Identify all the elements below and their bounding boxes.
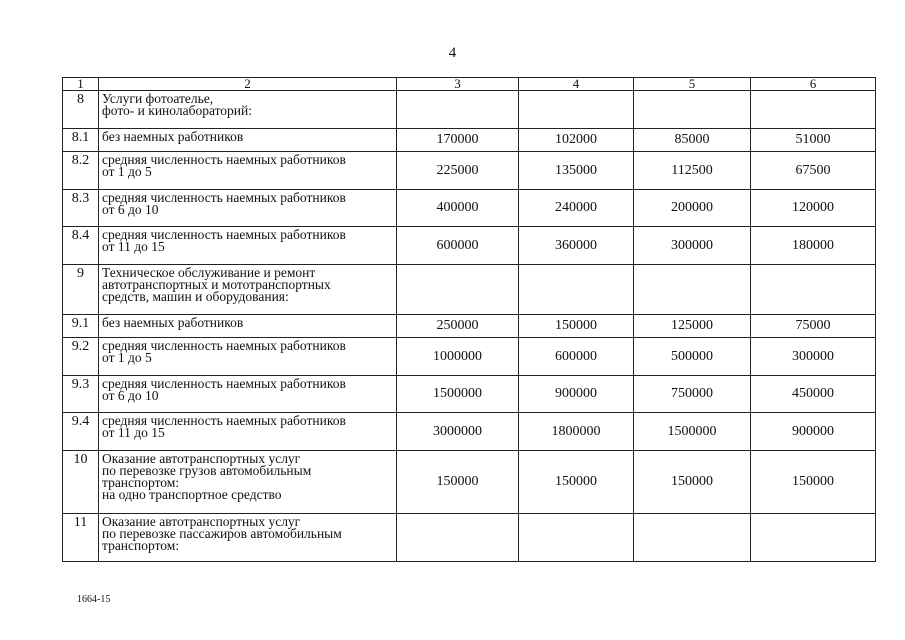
row-number: 9 (63, 265, 99, 315)
row-description: Оказание автотранспортных услуг по перевозке пассажиров автомобильным транспортом: (99, 514, 397, 562)
row-description: без наемных работников (99, 129, 397, 152)
value-col-6 (751, 91, 876, 129)
value-col-4 (519, 265, 634, 315)
value-col-3: 225000 (397, 152, 519, 190)
value-col-3 (397, 514, 519, 562)
column-header: 2 (99, 78, 397, 91)
table-row (63, 338, 876, 376)
value-col-4: 360000 (519, 227, 634, 265)
row-description: средняя численность наемных работников от 6 до 10 (99, 190, 397, 227)
value-col-5: 750000 (634, 376, 751, 413)
value-col-3: 600000 (397, 227, 519, 265)
row-description: Техническое обслуживание и ремонт автотранспортных и мототранспортных средств, машин и оборудования: (99, 265, 397, 315)
document-code: 1664-15 (77, 594, 111, 605)
row-number: 9.4 (63, 413, 99, 451)
value-col-5: 85000 (634, 129, 751, 152)
row-number: 8.2 (63, 152, 99, 190)
value-col-3: 3000000 (397, 413, 519, 451)
row-description: средняя численность наемных работников от 11 до 15 (99, 413, 397, 451)
value-col-5 (634, 265, 751, 315)
row-number: 11 (63, 514, 99, 562)
row-number: 9.3 (63, 376, 99, 413)
row-number: 9.2 (63, 338, 99, 376)
value-col-6: 120000 (751, 190, 876, 227)
row-description: без наемных работников (99, 315, 397, 338)
table-row (63, 514, 876, 562)
row-number: 9.1 (63, 315, 99, 338)
value-col-5 (634, 91, 751, 129)
column-header: 6 (751, 78, 876, 91)
value-col-5 (634, 514, 751, 562)
table-row (63, 265, 876, 315)
value-col-5: 1500000 (634, 413, 751, 451)
value-col-5: 150000 (634, 451, 751, 514)
value-col-3: 1000000 (397, 338, 519, 376)
table-row (63, 152, 876, 190)
value-col-3: 400000 (397, 190, 519, 227)
value-col-6: 150000 (751, 451, 876, 514)
column-header: 5 (634, 78, 751, 91)
value-col-4: 150000 (519, 451, 634, 514)
value-col-5: 500000 (634, 338, 751, 376)
value-col-5: 112500 (634, 152, 751, 190)
row-description: Оказание автотранспортных услуг по перевозке грузов автомобильным транспортом: на одно транспортное средство (99, 451, 397, 514)
value-col-4: 150000 (519, 315, 634, 338)
row-number: 8 (63, 91, 99, 129)
value-col-3: 170000 (397, 129, 519, 152)
row-number: 8.4 (63, 227, 99, 265)
table-row (63, 227, 876, 265)
value-col-4 (519, 91, 634, 129)
row-description: средняя численность наемных работников от 11 до 15 (99, 227, 397, 265)
value-col-6: 300000 (751, 338, 876, 376)
table-row (63, 129, 876, 152)
value-col-5: 300000 (634, 227, 751, 265)
row-description: средняя численность наемных работников от 1 до 5 (99, 152, 397, 190)
value-col-3: 250000 (397, 315, 519, 338)
value-col-6: 180000 (751, 227, 876, 265)
value-col-6 (751, 265, 876, 315)
value-col-3 (397, 265, 519, 315)
value-col-4: 600000 (519, 338, 634, 376)
value-col-5: 125000 (634, 315, 751, 338)
row-description: средняя численность наемных работников от 1 до 5 (99, 338, 397, 376)
column-header: 4 (519, 78, 634, 91)
table-row (63, 91, 876, 129)
value-col-4: 135000 (519, 152, 634, 190)
table-row (63, 376, 876, 413)
value-col-6: 450000 (751, 376, 876, 413)
table-row (63, 315, 876, 338)
column-header: 3 (397, 78, 519, 91)
column-header: 1 (63, 78, 99, 91)
value-col-4: 900000 (519, 376, 634, 413)
row-number: 10 (63, 451, 99, 514)
value-col-6: 75000 (751, 315, 876, 338)
row-number: 8.1 (63, 129, 99, 152)
row-description: средняя численность наемных работников от 6 до 10 (99, 376, 397, 413)
value-col-4: 1800000 (519, 413, 634, 451)
rates-table (62, 77, 876, 562)
value-col-3: 1500000 (397, 376, 519, 413)
value-col-6: 900000 (751, 413, 876, 451)
value-col-3 (397, 91, 519, 129)
value-col-6: 67500 (751, 152, 876, 190)
table-row (63, 413, 876, 451)
row-description: Услуги фотоателье, фото- и кинолабораторий: (99, 91, 397, 129)
table-row (63, 451, 876, 514)
value-col-3: 150000 (397, 451, 519, 514)
value-col-5: 200000 (634, 190, 751, 227)
value-col-6 (751, 514, 876, 562)
value-col-6: 51000 (751, 129, 876, 152)
value-col-4: 102000 (519, 129, 634, 152)
row-number: 8.3 (63, 190, 99, 227)
value-col-4 (519, 514, 634, 562)
page-number: 4 (448, 45, 457, 61)
value-col-4: 240000 (519, 190, 634, 227)
table-row (63, 190, 876, 227)
table-header-row (63, 78, 876, 91)
